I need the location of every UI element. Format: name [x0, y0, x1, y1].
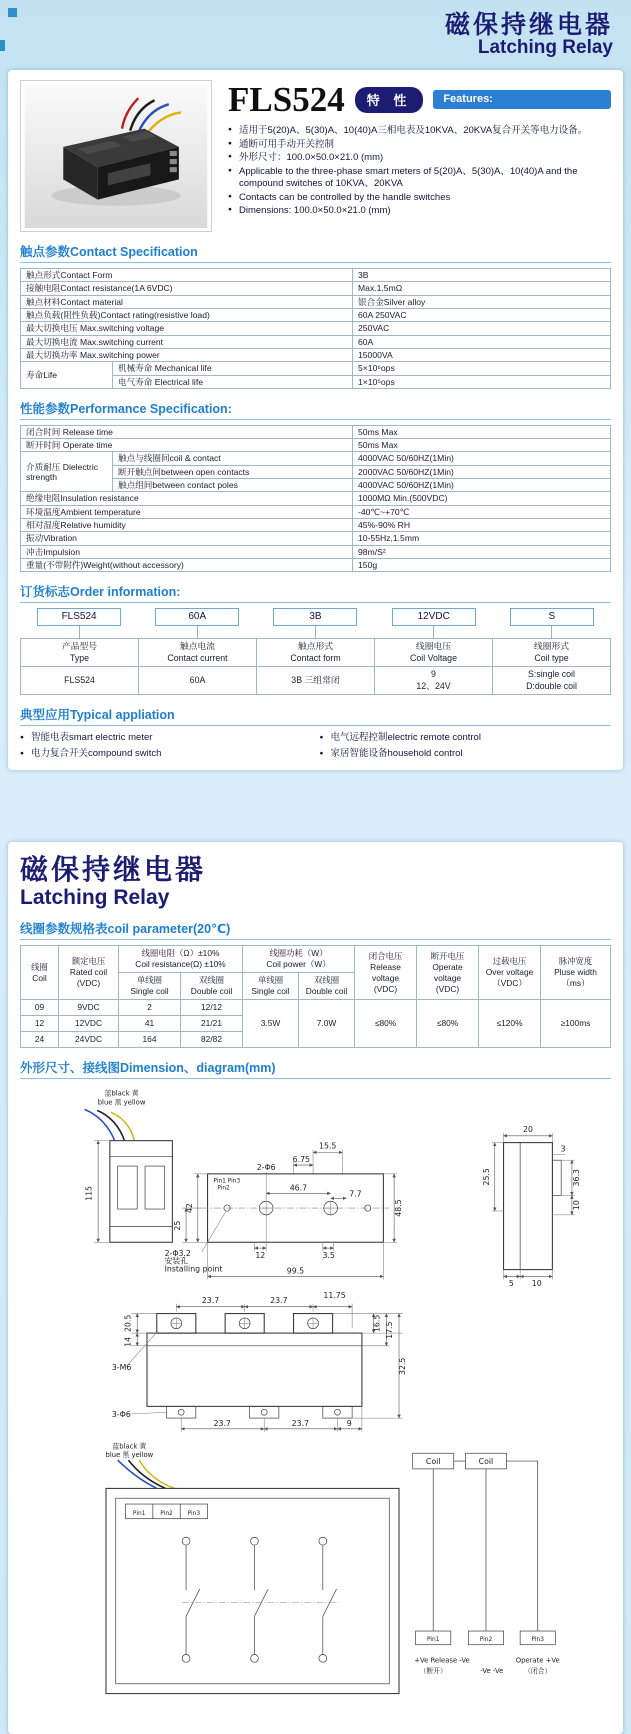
coil-header: 断开电压 Operate voltage (VDC)	[417, 946, 479, 1000]
application-item: ● 智能电表smart electric meter	[20, 731, 312, 746]
section-title-order-info: 订货标志Order information:	[20, 582, 611, 603]
spec-label: 环境温度Ambient temperature	[21, 505, 353, 518]
table-row	[21, 335, 611, 348]
spec-label: 触点材料Contact material	[21, 295, 353, 308]
wire-color-label: 蓝black 黄	[112, 1442, 147, 1451]
dim-label-height: 115	[84, 1185, 94, 1201]
dim-label: 9	[346, 1418, 352, 1428]
wiring-annotation: （断开）	[419, 1666, 447, 1675]
order-code-box: 60A	[155, 608, 239, 626]
spec-label: 触点负载(阻性负载)Contact rating(resistive load)	[21, 308, 353, 321]
table-row	[21, 519, 611, 532]
dim-label: 25	[173, 1220, 183, 1231]
spec-value: 250VAC	[353, 322, 611, 335]
order-code-box: 3B	[273, 608, 357, 626]
table-row	[21, 505, 611, 518]
table-row	[21, 545, 611, 558]
hole-callout-cn: 安装孔	[164, 1256, 188, 1266]
dimension-diagram-area	[20, 1084, 611, 1709]
spec-sublabel: 触点与线圈间coil & contact	[113, 452, 353, 465]
side-view-diagram	[84, 1088, 172, 1242]
spec-label: 接触电阻Contact resistance(1A 6VDC)	[21, 282, 353, 295]
table-row	[21, 452, 611, 465]
coil-cell-single-power: 3.5W	[243, 999, 299, 1047]
spec-label: 闭合时间 Release time	[21, 425, 353, 438]
coil-cell-operate-voltage: ≤80%	[417, 999, 479, 1047]
end-view-diagram	[482, 1125, 581, 1288]
hole-callout: 3-Φ6	[111, 1409, 131, 1419]
table-row	[21, 558, 611, 571]
order-cell-coil-type: S:single coil D:double coil	[493, 667, 611, 695]
order-header: 线圈形式 Coil type	[493, 639, 611, 667]
decorative-square-top	[8, 8, 17, 17]
feature-item: ● Contacts can be controlled by the handle switches	[228, 192, 611, 205]
spec-value: 45%-90% RH	[353, 519, 611, 532]
section-title-typical-application: 典型应用Typical appliation	[20, 705, 611, 726]
hole-callout-small: 2-Φ3.2	[164, 1248, 191, 1258]
relay-photo	[24, 84, 208, 228]
spec-label: 冲击Impulsion	[21, 545, 353, 558]
application-item: ● 家居智能设备household control	[320, 747, 612, 762]
dim-label: 14	[123, 1336, 133, 1347]
hole-callout-en: Installing point	[164, 1264, 223, 1274]
page-header	[445, 12, 613, 59]
wire-color-label: blue 黑 yellow	[105, 1450, 154, 1459]
coil-subheader: 双线圈 Double coil	[299, 973, 355, 1000]
dim-label: 20.5	[123, 1314, 133, 1332]
dim-label: 6.75	[292, 1154, 311, 1164]
coil-cell: 2	[119, 999, 181, 1015]
dim-label: 99.5	[286, 1266, 305, 1276]
coil-cell: 41	[119, 1015, 181, 1031]
order-cell-form: 3B 三组常闭	[257, 667, 375, 695]
section-title-performance: 性能参数Performance Specification:	[20, 399, 611, 420]
spec-value: 98m/S²	[353, 545, 611, 558]
table-row	[21, 492, 611, 505]
spec-value: 50ms Max	[353, 425, 611, 438]
coil-cell: 12	[21, 1015, 59, 1031]
model-number: FLS524	[228, 80, 345, 119]
spec-value: 50ms Max	[353, 439, 611, 452]
wiring-annotation: +Ve Release -Ve	[414, 1656, 470, 1665]
spec-label: 重量(不带附件)Weight(without accessory)	[21, 558, 353, 571]
dim-label: 3.5	[322, 1250, 335, 1260]
hole-callout-big: 2-Φ6	[256, 1162, 276, 1172]
spec-value: 15000VA	[353, 348, 611, 361]
dim-label: 12	[255, 1250, 266, 1260]
spec-label: 最大切换电流 Max.switching current	[21, 335, 353, 348]
spec-value: 4000VAC 50/60HZ(1Min)	[353, 452, 611, 465]
section-title-dimensions: 外形尺寸、接线图Dimension、diagram(mm)	[20, 1058, 611, 1079]
coil-cell: 82/82	[181, 1031, 243, 1047]
order-cell-current: 60A	[139, 667, 257, 695]
pin-box-label: Pin2	[479, 1636, 493, 1643]
coil-header: 线圈电阻（Ω）±10% Coil resistance(Ω) ±10%	[119, 946, 243, 973]
spec-group-label: 介质耐压 Dielectric strength	[21, 452, 113, 492]
spec-value: 60A	[353, 335, 611, 348]
top-view-diagram	[165, 1141, 403, 1279]
typical-application-list	[20, 731, 611, 761]
page2-title-cn: 磁保持继电器	[20, 854, 207, 885]
contact-spec-table	[20, 268, 611, 389]
dim-label: 23.7	[213, 1418, 231, 1428]
section-title-contact-spec: 触点参数Contact Specification	[20, 242, 611, 263]
table-row	[21, 308, 611, 321]
feature-item: ● Applicable to the three-phase smart meters of 5(20)A、5(30)A、10(40)A and the compound switches of 10KVA、20KVA	[228, 166, 611, 191]
coil-cell: 12VDC	[59, 1015, 119, 1031]
page-title-cn: 磁保持继电器	[444, 11, 613, 39]
coil-cell: 12/12	[181, 999, 243, 1015]
table-row	[21, 269, 611, 282]
coil-cell: 21/21	[181, 1015, 243, 1031]
order-info-table	[20, 638, 611, 695]
page2-title-en: Latching Relay	[20, 886, 170, 910]
spec-value: -40℃~+70℃	[353, 505, 611, 518]
dim-label: 32.5	[397, 1357, 407, 1375]
spec-label: 最大切换功率 Max.switching power	[21, 348, 353, 361]
spec-value: 4000VAC 50/60HZ(1Min)	[353, 479, 611, 492]
dimension-diagrams	[20, 1084, 611, 1709]
product-photo-frame	[20, 80, 212, 232]
spec-value: 10-55Hz,1.5mm	[353, 532, 611, 545]
order-header: 产品型号 Type	[21, 639, 139, 667]
dim-label: 10	[531, 1278, 542, 1288]
dim-label: 25.5	[481, 1167, 491, 1186]
spec-group-label: 寿命Life	[21, 362, 113, 389]
features-label: Features:	[433, 90, 611, 109]
spec-label: 触点形式Contact Form	[21, 269, 353, 282]
coil-and-dimensions-card	[8, 842, 623, 1734]
spec-value: 1×10⁵ops	[353, 375, 611, 388]
coil-cell: 9VDC	[59, 999, 119, 1015]
dim-label: 48.5	[393, 1199, 403, 1217]
coil-header: 线圈功耗（W） Coil power（W）	[243, 946, 355, 973]
wiring-annotation: Operate +Ve	[515, 1656, 560, 1665]
coil-box-label: Coil	[478, 1456, 494, 1466]
page2-header	[20, 854, 611, 909]
order-code-box: 12VDC	[392, 608, 476, 626]
wire-color-label: 蓝black 黄	[104, 1089, 139, 1098]
table-row	[21, 946, 611, 973]
dim-label: 16.5	[372, 1314, 382, 1332]
dim-label: 3	[560, 1144, 566, 1154]
product-info	[228, 80, 611, 232]
spec-label: 绝缘电阻Insulation resistance	[21, 492, 353, 505]
page-title-en: Latching Relay	[477, 37, 613, 59]
pin-label: Pin1	[132, 1510, 146, 1517]
spec-sublabel: 电气寿命 Electrical life	[113, 375, 353, 388]
spec-label: 断开时间 Operate time	[21, 439, 353, 452]
pin-label: Pin3	[187, 1510, 201, 1517]
table-row	[21, 532, 611, 545]
order-code-box: FLS524	[37, 608, 121, 626]
product-overview	[20, 80, 611, 232]
table-row	[21, 322, 611, 335]
order-code-boxes	[20, 608, 611, 626]
spec-value: 银合金Silver alloy	[353, 295, 611, 308]
decorative-square-left	[0, 40, 5, 51]
coil-cell-pulse-width: ≥100ms	[541, 999, 611, 1047]
spec-value: 1000MΩ Min.(500VDC)	[353, 492, 611, 505]
coil-header: 额定电压 Rated coil (VDC)	[59, 946, 119, 1000]
feature-item: ● Dimensions: 100.0×50.0×21.0 (mm)	[228, 205, 611, 218]
spec-label: 最大切换电压 Max.switching voltage	[21, 322, 353, 335]
dim-label: 42	[184, 1202, 194, 1213]
spec-value: Max.1.5mΩ	[353, 282, 611, 295]
front-view-diagram	[112, 1291, 407, 1432]
spec-label: 振动Vibration	[21, 532, 353, 545]
dim-label: 17.5	[385, 1321, 395, 1339]
spec-value: 60A 250VAC	[353, 308, 611, 321]
dim-label: 5	[508, 1278, 514, 1288]
wiring-annotation: -Ve -Ve	[480, 1666, 504, 1675]
table-row	[21, 439, 611, 452]
spec-sublabel: 断开触点间between open contacts	[113, 465, 353, 478]
coil-cell-release-voltage: ≤80%	[355, 999, 417, 1047]
wiring-annotation: （闭合）	[524, 1666, 552, 1675]
pin-box-label: Pin3	[531, 1636, 544, 1643]
order-header: 触点电流 Contact current	[139, 639, 257, 667]
dim-label: 20	[523, 1124, 533, 1134]
table-row	[21, 362, 611, 375]
coil-cell-double-power: 7.0W	[299, 999, 355, 1047]
feature-item: ● 通断可用手动开关控制	[228, 139, 611, 152]
spec-value: 5×10⁶ops	[353, 362, 611, 375]
wiring-diagram	[106, 1441, 560, 1693]
spec-value: 150g	[353, 558, 611, 571]
feature-list	[228, 125, 611, 218]
order-header: 触点形式 Contact form	[257, 639, 375, 667]
spec-sublabel: 机械寿命 Mechanical life	[113, 362, 353, 375]
spec-value: 3B	[353, 269, 611, 282]
feature-item: ● 适用于5(20)A、5(30)A、10(40)A三相电表及10KVA、20KVA复合开关等电力设备。	[228, 125, 611, 138]
coil-subheader: 双线圈 Double coil	[181, 973, 243, 1000]
table-row	[21, 295, 611, 308]
pin-box-label: Pin1	[426, 1636, 440, 1643]
order-cell-type: FLS524	[21, 667, 139, 695]
coil-box-label: Coil	[425, 1456, 441, 1466]
spec-sublabel: 触点组间between contact poles	[113, 479, 353, 492]
dim-label: 15.5	[319, 1141, 337, 1151]
table-row	[21, 999, 611, 1015]
dim-label: 10	[571, 1199, 581, 1210]
dim-label: 7.7	[349, 1189, 362, 1199]
coil-cell: 09	[21, 999, 59, 1015]
order-code-box: S	[510, 608, 594, 626]
coil-parameter-table	[20, 945, 611, 1047]
dim-label: 11.75	[323, 1290, 346, 1300]
feature-item: ● 外形尺寸：100.0×50.0×21.0 (mm)	[228, 152, 611, 165]
pin-label: Pin1 Pin3	[213, 1178, 241, 1185]
dim-label: 23.7	[291, 1418, 310, 1428]
table-row	[21, 667, 611, 695]
coil-cell: 24VDC	[59, 1031, 119, 1047]
wire-color-label: blue 黑 yellow	[97, 1098, 146, 1107]
table-row	[21, 282, 611, 295]
pin-label: Pin2	[217, 1185, 230, 1192]
features-badge-cn: 特 性	[355, 87, 424, 113]
order-connector-lines	[20, 626, 611, 638]
coil-header: 线圈 Coil	[21, 946, 59, 1000]
application-item: ● 电气远程控制electric remote control	[320, 731, 612, 746]
section-title-coil-parameter: 线圈参数规格表coil parameter(20℃)	[20, 919, 611, 940]
order-header: 线圈电压 Coil Voltage	[375, 639, 493, 667]
performance-table	[20, 425, 611, 572]
table-row	[21, 639, 611, 667]
model-row	[228, 82, 611, 117]
coil-header: 闭合电压 Release voltage (VDC)	[355, 946, 417, 1000]
dim-label: 36.3	[571, 1168, 581, 1187]
order-cell-voltage: 9 12、24V	[375, 667, 493, 695]
table-row	[21, 425, 611, 438]
screw-callout: 3-M6	[111, 1362, 132, 1372]
coil-cell: 24	[21, 1031, 59, 1047]
spec-card	[8, 70, 623, 770]
coil-subheader: 单线圈 Single coil	[243, 973, 299, 1000]
dim-label: 46.7	[289, 1183, 308, 1193]
pin-label: Pin2	[160, 1510, 173, 1517]
dim-label: 23.7	[270, 1295, 288, 1305]
spec-label: 相对湿度Relative humidity	[21, 519, 353, 532]
table-row	[21, 348, 611, 361]
coil-subheader: 单线圈 Single coil	[119, 973, 181, 1000]
coil-cell-over-voltage: ≤120%	[479, 999, 541, 1047]
application-item: ● 电力复合开关compound switch	[20, 747, 312, 762]
spec-value: 2000VAC 50/60HZ(1Min)	[353, 465, 611, 478]
coil-header: 脉冲宽度 Pluse width （ms）	[541, 946, 611, 1000]
dim-label: 23.7	[201, 1295, 220, 1305]
coil-cell: 164	[119, 1031, 181, 1047]
coil-header: 过载电压 Over voltage （VDC）	[479, 946, 541, 1000]
